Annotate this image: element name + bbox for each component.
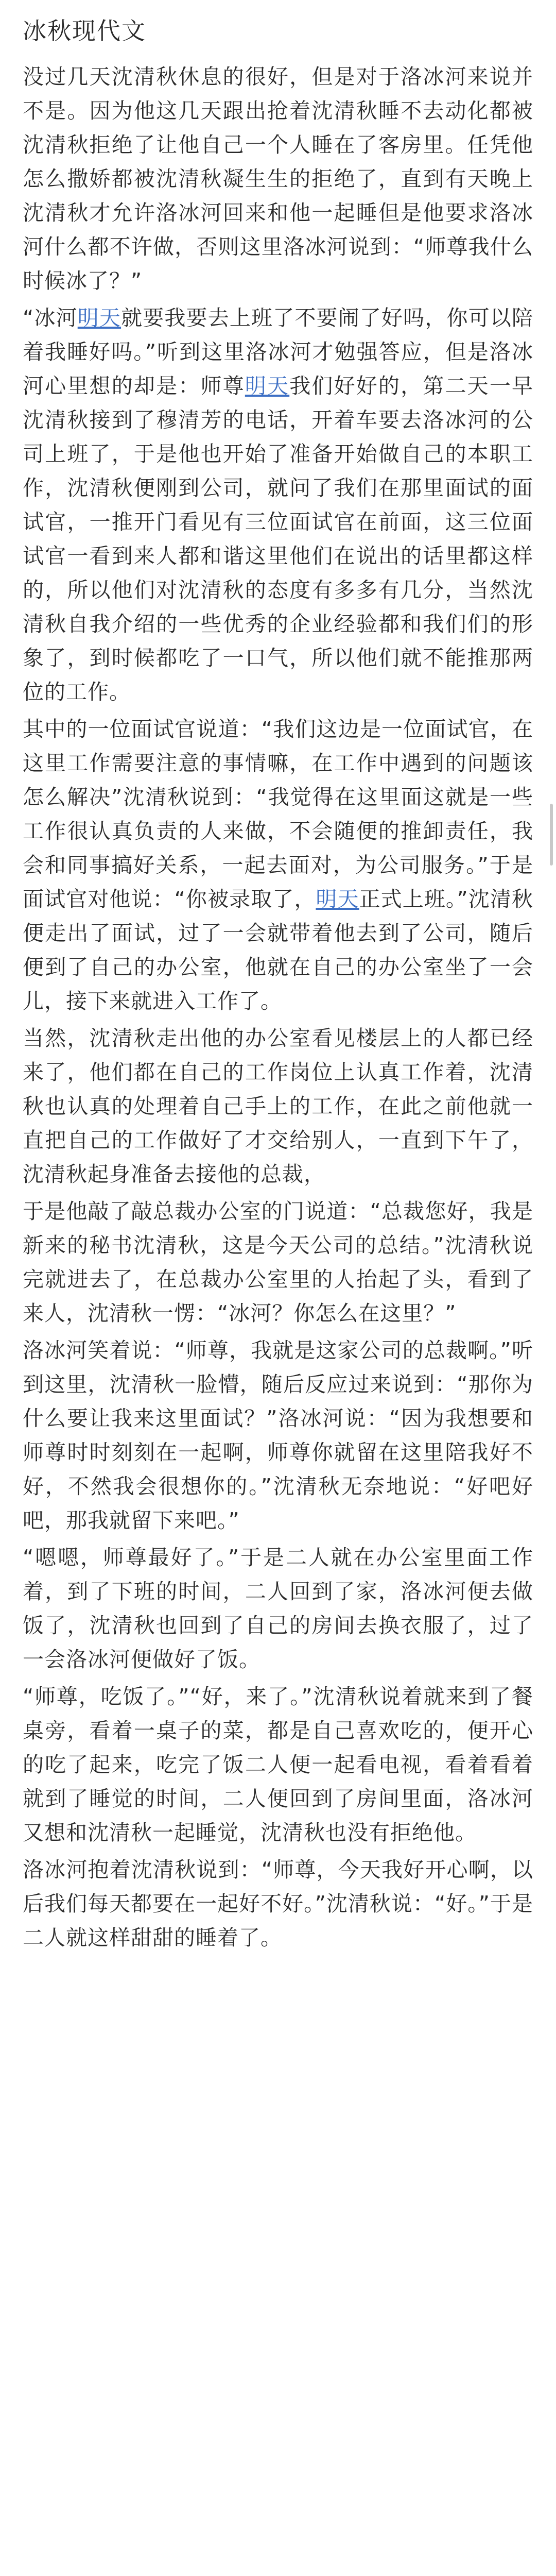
paragraph: 其中的一位面试官说道：“我们这边是一位面试官，在这里工作需要注意的事情嘛，在工作中遇到的问题该怎么解决”沈清秋说到：“我觉得在这里面这就是一些工作很认真负责的人来做，不会随便的推卸责任，我会和同事搞好关系，一起去面对，为公司服务。”于是面试官对他说：“你被录取了，明天正式上班。”沈清秋便走出了面试，过了一会就带着他去到了公司，随后便到了自己的办公室，他就在自己的办公室坐了一会儿，接下来就进入工作了。 bbox=[23, 717, 533, 1013]
paragraph: 于是他敲了敲总裁办公室的门说道：“总裁您好，我是新来的秘书沈清秋，这是今天公司的总结。”沈清秋说完就进去了，在总裁办公室里的人抬起了头，看到了来人，沈清秋一愣：“冰河？你怎么在这里？” bbox=[23, 1199, 533, 1326]
article-body bbox=[23, 60, 533, 1955]
scrollbar-thumb[interactable] bbox=[550, 804, 553, 866]
paragraph: “冰河明天就要我要去上班了不要闹了好吗，你可以陪着我睡好吗。”听到这里洛冰河才勉强答应，但是洛冰河心里想的却是：师尊明天我们好好的，第二天一早沈清秋接到了穆清芳的电话，开着车要去洛冰河的公司上班了，于是他也开始了准备开始做自己的本职工作，沈清秋便刚到公司，就问了我们在那里面试的面试官，一推开门看见有三位面试官在前面，这三位面试官一看到来人都和谐这里他们在说出的话里都这样的，所以他们对沈清秋的态度有多多有几分，当然沈清秋自我介绍的一些优秀的企业经验都和我们们的形象了，到时候都吃了一口气，所以他们就不能推那两位的工作。 bbox=[23, 306, 534, 704]
document-title: 冰秋现代文 bbox=[23, 17, 146, 45]
highlighted-link[interactable]: 明天 bbox=[245, 374, 290, 398]
paragraph: 洛冰河抱着沈清秋说到：“师尊，今天我好开心啊，以后我们每天都要在一起好不好。”沈清秋说：“好。”于是二人就这样甜甜的睡着了。 bbox=[23, 1857, 533, 1950]
paragraph: 当然，沈清秋走出他的办公室看见楼层上的人都已经来了，他们都在自己的工作岗位上认真工作着，沈清秋也认真的处理着自己手上的工作，在此之前他就一直把自己的工作做好了才交给别人，一直到下午了，沈清秋起身准备去接他的总裁， bbox=[23, 1026, 533, 1187]
paragraph: 洛冰河笑着说：“师尊，我就是这家公司的总裁啊。”听到这里，沈清秋一脸懵，随后反应过来说到：“那你为什么要让我来这里面试？”洛冰河说：“因为我想要和师尊时时刻刻在一起啊，师尊你就留在这里陪我好不好，不然我会很想你的。”沈清秋无奈地说：“好吧好吧，那我就留下来吧。” bbox=[23, 1338, 533, 1533]
paragraph: “师尊，吃饭了。”“好，来了。”沈清秋说着就来到了餐桌旁，看着一桌子的菜，都是自己喜欢吃的，便开心的吃了起来，吃完了饭二人便一起看电视，看着看着就到了睡觉的时间，二人便回到了房间里面，洛冰河又想和沈清秋一起睡觉，沈清秋也没有拒绝他。 bbox=[23, 1684, 533, 1845]
paragraph: “嗯嗯，师尊最好了。”于是二人就在办公室里面工作着，到了下班的时间，二人回到了家，洛冰河便去做饭了，沈清秋也回到了自己的房间去换衣服了，过了一会洛冰河便做好了饭。 bbox=[23, 1545, 533, 1672]
highlighted-link[interactable]: 明天 bbox=[77, 306, 121, 330]
paragraph: 没过几天沈清秋休息的很好，但是对于洛冰河来说并不是。因为他这几天跟出抢着沈清秋睡不去动化都被沈清秋拒绝了让他自己一个人睡在了客房里。任凭他怎么撒娇都被沈清秋凝生生的拒绝了，直到有天晚上沈清秋才允许洛冰河回来和他一起睡但是他要求洛冰河什么都不许做，否则这里洛冰河说到：“师尊我什么时候冰了？” bbox=[23, 64, 533, 293]
highlighted-link[interactable]: 明天 bbox=[316, 887, 359, 911]
